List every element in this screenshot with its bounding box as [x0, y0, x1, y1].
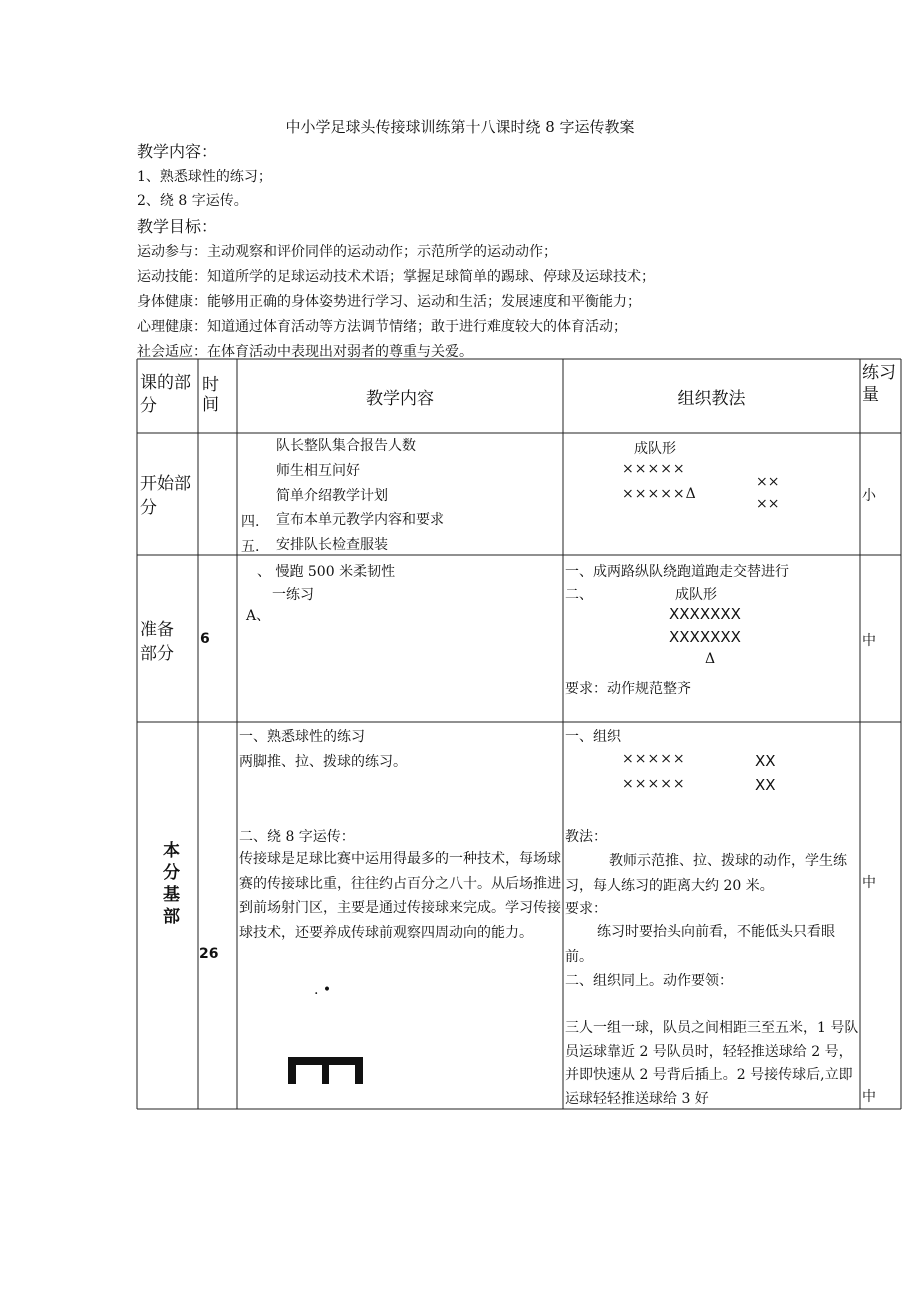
start-content-3: 简单介绍教学计划	[276, 488, 388, 504]
header-content: 教学内容	[366, 389, 434, 409]
prep-section-label: 准备部分	[140, 620, 174, 664]
content-item-2: 2、绕 8 字运传。	[137, 193, 248, 209]
main-content-b-title: 二、绕 8 字运传：	[239, 829, 355, 845]
prep-method-1: 一、成两路纵队绕跑道跑走交替进行	[565, 564, 789, 580]
goal-skills: 运动技能：知道所学的足球运动技术术语；掌握足球简单的踢球、停球及运球技术；	[137, 269, 655, 285]
content-heading: 教学内容：	[137, 142, 218, 161]
main-content-a2: 两脚推、拉、拨球的练习。	[239, 754, 407, 770]
main-method-essentials: 三人一组一球，队员之间相距三至五米，1 号队员运球靠近 2 号队员时，轻轻推送球给 2 号，并即快速从 2 号背后插上。2 号接传球后,立即运球轻轻推送球给 3 好	[565, 1020, 859, 1107]
prep-method-label: 成队形	[675, 587, 717, 603]
prep-formation-row1: XXXXXXX	[669, 605, 741, 623]
main-formation-side2: XX	[755, 776, 776, 794]
start-load: 小	[862, 488, 876, 504]
main-method-teach: 教师示范推、拉、拨球的动作，学生练习，每人练习的距离大约 20 米。	[565, 853, 847, 894]
start-content-5: 安排队长检查服装	[276, 537, 388, 553]
prep-time: 6	[200, 631, 210, 647]
main-method-teach-label: 教法：	[565, 829, 607, 845]
main-method-req: 练习时要抬头向前看，不能低头只看眼前。	[565, 924, 835, 965]
main-method-org: 一、组织	[565, 729, 621, 745]
start-content-4: 宣布本单元教学内容和要求	[276, 512, 444, 528]
prep-formation-teacher: Δ	[705, 651, 716, 667]
main-section-label: 本分基部	[163, 841, 180, 927]
page-title: 中小学足球头传接球训练第十八课时绕 8 字运传教案	[285, 118, 635, 136]
prep-method-requirement: 要求：动作规范整齐	[565, 681, 691, 697]
main-load-1: 中	[862, 875, 876, 891]
main-content-b-text: 传接球是足球比赛中运用得最多的一种技术，每场球赛的传接球比重，往往约占百分之八十。从后场推进到前场射门区，主要是通过传接球来完成。学习传接球技术，还要养成传球前观察四周动向的能力。	[239, 851, 561, 941]
goal-diagram	[288, 1057, 363, 1084]
prep-content-1: 、 慢跑 500 米柔韧性	[257, 564, 396, 580]
main-method-org2: 二、组织同上。动作要领：	[565, 973, 733, 989]
prep-method-2: 二、	[565, 587, 593, 603]
main-time: 26	[199, 946, 219, 962]
prep-formation-row2: XXXXXXX	[669, 628, 741, 646]
main-formation-row2: ×××××	[622, 776, 686, 792]
start-method-label: 成队形	[634, 441, 676, 457]
prep-content-2: 一练习	[272, 587, 314, 603]
start-formation-row1: ×××××	[622, 461, 686, 477]
header-section: 课的部分	[140, 373, 191, 416]
main-content-a1: 一、熟悉球性的练习	[239, 729, 365, 745]
prep-load: 中	[862, 633, 876, 649]
goal-health: 身体健康：能够用正确的身体姿势进行学习、运动和生活；发展速度和平衡能力；	[137, 294, 641, 310]
start-content-num-4: 四.	[241, 514, 260, 530]
goals-heading: 教学目标：	[137, 217, 218, 236]
start-formation-side1: ××	[756, 474, 780, 490]
start-section-label: 开始部分	[140, 474, 191, 518]
main-formation-side1: XX	[755, 752, 776, 770]
main-content-dots: . •	[314, 982, 332, 998]
header-time: 时间	[202, 375, 219, 415]
start-formation-row2: ×××××Δ	[622, 486, 697, 502]
content-item-1: 1、熟悉球性的练习；	[137, 169, 272, 185]
start-content-2: 师生相互问好	[276, 463, 360, 479]
goal-social: 社会适应：在体育活动中表现出对弱者的尊重与关爱。	[137, 344, 473, 360]
main-load-2: 中	[862, 1089, 876, 1105]
start-content-num-5: 五.	[241, 539, 260, 555]
prep-content-3: A、	[246, 608, 271, 624]
main-formation-row1: ×××××	[622, 751, 686, 767]
start-content-1: 队长整队集合报告人数	[276, 438, 416, 454]
header-load: 练习量	[862, 363, 896, 405]
goal-mental: 心理健康：知道通过体育活动等方法调节情绪；敢于进行难度较大的体育活动；	[137, 319, 627, 335]
start-formation-side2: ××	[756, 496, 780, 512]
header-method: 组织教法	[677, 389, 746, 409]
goal-participation: 运动参与：主动观察和评价同伴的运动动作；示范所学的运动动作；	[137, 244, 557, 260]
main-method-req-label: 要求：	[565, 901, 607, 917]
